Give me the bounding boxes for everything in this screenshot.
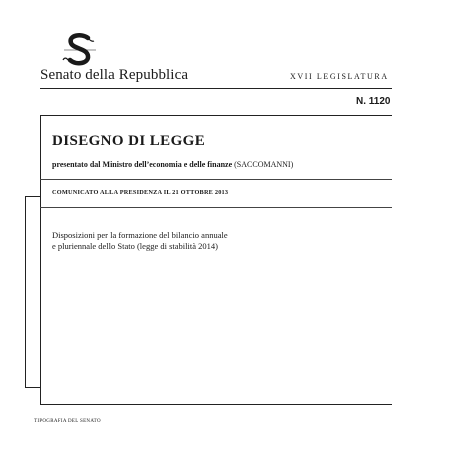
- legislature-label: XVII LEGISLATURA: [290, 72, 389, 81]
- printer-credit: TIPOGRAFIA DEL SENATO: [34, 419, 101, 424]
- title-box-bottom-border: [40, 404, 392, 405]
- header-divider: [40, 88, 392, 89]
- institution-name: Senato della Repubblica: [40, 67, 189, 83]
- section-divider: [40, 207, 392, 208]
- bill-subject: [52, 230, 228, 252]
- document-title: DISEGNO DI LEGGE: [52, 133, 206, 149]
- senate-s-emblem-icon: [60, 32, 100, 68]
- minister-name: (SACCOMANNI): [234, 160, 294, 169]
- title-box-frame: [40, 115, 393, 404]
- communication-date: COMUNICATO ALLA PRESIDENZA IL 21 OTTOBRE 2013: [52, 189, 229, 196]
- margin-bracket: [25, 196, 41, 388]
- section-divider: [40, 179, 392, 180]
- presented-by-line: [52, 160, 293, 169]
- presented-by-text: presentato dal Ministro dell’economia e delle finanze: [52, 160, 233, 169]
- bill-subject-line: e pluriennale dello Stato (legge di stabilità 2014): [52, 241, 218, 251]
- bill-number: N. 1120: [356, 96, 391, 107]
- bill-subject-line: Disposizioni per la formazione del bilancio annuale: [52, 230, 228, 240]
